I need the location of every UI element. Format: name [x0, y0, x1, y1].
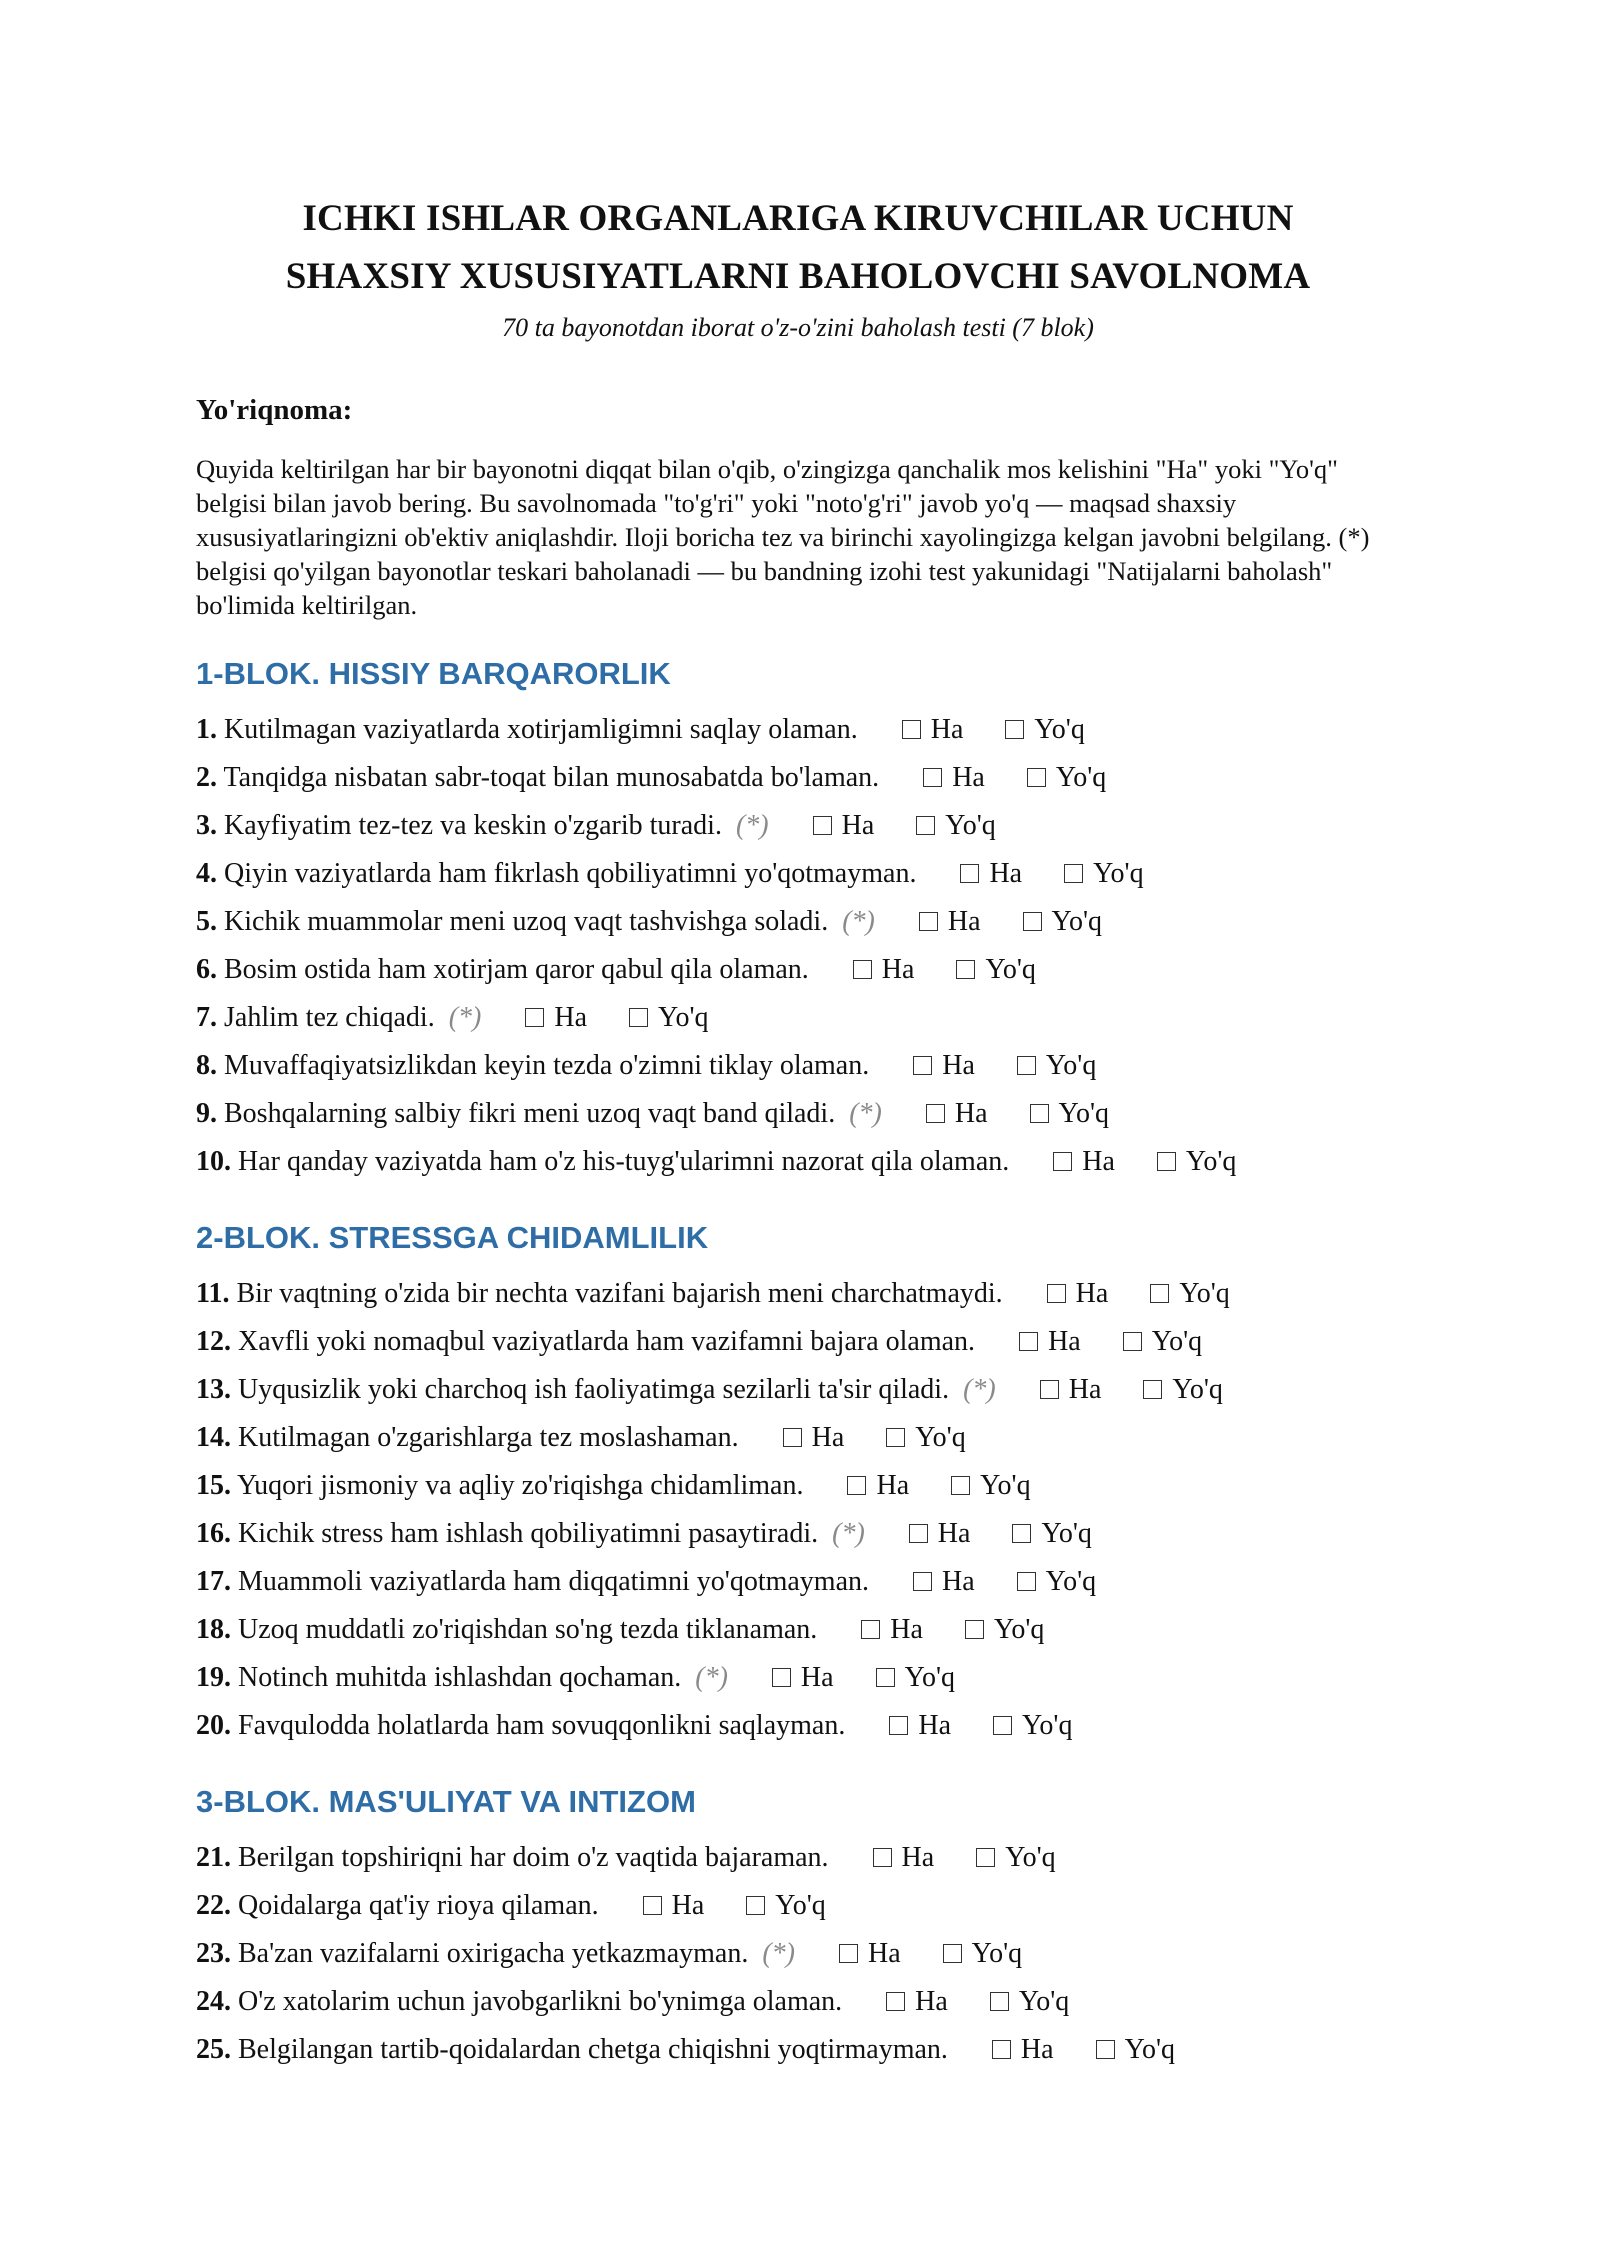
answer-options — [926, 1098, 1151, 1129]
option-label-ha: Ha — [1068, 1374, 1102, 1405]
checkbox-yoq[interactable] — [976, 1848, 995, 1867]
answer-options — [919, 906, 1144, 937]
question-row — [196, 1654, 1400, 1702]
reverse-scored-mark: (*) — [963, 1374, 996, 1405]
checkbox-ha[interactable] — [853, 960, 872, 979]
checkbox-yoq[interactable] — [1017, 1572, 1036, 1591]
option-yoq[interactable] — [943, 1930, 1022, 1978]
question-number: 8. — [196, 1050, 217, 1081]
reverse-scored-mark: (*) — [762, 1938, 795, 1969]
question-number: 25. — [196, 2034, 231, 2065]
option-label-ha: Ha — [1082, 1146, 1115, 1177]
answer-options — [839, 1938, 1064, 1969]
checkbox-yoq[interactable] — [1096, 2040, 1115, 2059]
option-label-yoq: Yo'q — [1185, 1146, 1237, 1177]
checkbox-ha[interactable] — [772, 1668, 791, 1687]
question-row — [196, 1138, 1400, 1186]
question-number: 12. — [196, 1326, 231, 1357]
question-row — [196, 1606, 1400, 1654]
question-text: Yuqori jismoniy va aqliy zo'riqishga chidamliman. — [236, 1470, 804, 1501]
option-label-ha: Ha — [811, 1422, 845, 1453]
option-label-yoq: Yo'q — [1005, 1842, 1056, 1873]
question-row — [196, 946, 1400, 994]
question-text: Kichik stress ham ishlash qobiliyatimni pasaytiradi. — [238, 1518, 819, 1549]
option-ha[interactable] — [919, 898, 981, 946]
checkbox-ha[interactable] — [919, 912, 938, 931]
checkbox-ha[interactable] — [886, 1992, 905, 2011]
checkbox-yoq[interactable] — [1123, 1332, 1142, 1351]
question-text: Tanqidga nisbatan sabr-toqat bilan munosabatda bo'laman. — [223, 762, 880, 793]
option-ha[interactable] — [960, 850, 1022, 898]
question-row — [196, 994, 1400, 1042]
option-label-ha: Ha — [942, 1050, 975, 1081]
option-label-yoq: Yo'q — [1124, 2034, 1176, 2065]
option-label-ha: Ha — [901, 1842, 935, 1873]
question-row — [196, 1270, 1400, 1318]
question-row — [196, 754, 1400, 802]
question-text: Xavfli yoki nomaqbul vaziyatlarda ham vazifamni bajara olaman. — [238, 1326, 976, 1357]
option-label-ha: Ha — [1020, 2034, 1054, 2065]
question-row — [196, 1366, 1400, 1414]
question-text: Qoidalarga qat'iy rioya qilaman. — [238, 1890, 599, 1921]
checkbox-yoq[interactable] — [1150, 1284, 1169, 1303]
option-label-yoq: Yo'q — [1151, 1326, 1203, 1357]
checkbox-yoq[interactable] — [916, 816, 935, 835]
option-label-ha: Ha — [868, 1938, 901, 1969]
option-label-ha: Ha — [1048, 1326, 1081, 1357]
answer-options — [960, 858, 1185, 889]
option-label-yoq: Yo'q — [1041, 1518, 1092, 1549]
question-number: 1. — [196, 714, 217, 745]
option-ha[interactable] — [873, 1834, 935, 1882]
checkbox-yoq[interactable] — [951, 1476, 970, 1495]
question-number: 22. — [196, 1890, 231, 1921]
question-number: 15. — [196, 1470, 231, 1501]
option-ha[interactable] — [902, 706, 964, 754]
option-label-yoq: Yo'q — [1055, 762, 1107, 793]
option-label-yoq: Yo'q — [904, 1662, 956, 1693]
checkbox-yoq[interactable] — [956, 960, 975, 979]
question-text: Kayfiyatim tez-tez va keskin o'zgarib turadi. — [224, 810, 722, 841]
option-label-yoq: Yo'q — [915, 1422, 966, 1453]
question-number: 5. — [196, 906, 217, 937]
checkbox-ha[interactable] — [909, 1524, 928, 1543]
option-label-ha: Ha — [881, 954, 915, 985]
option-ha[interactable] — [1053, 1138, 1115, 1186]
checkbox-ha[interactable] — [1019, 1332, 1038, 1351]
checkbox-yoq[interactable] — [1143, 1380, 1162, 1399]
subtitle: 70 ta bayonotdan iborat o'z-o'zini baholash testi (7 blok) — [502, 313, 1094, 342]
question-row — [196, 2026, 1400, 2074]
answer-options — [909, 1518, 1134, 1549]
answer-options — [783, 1422, 1008, 1453]
answer-options — [861, 1614, 1086, 1645]
question-text: Ba'zan vazifalarni oxirigacha yetkazmayman. — [238, 1938, 749, 1969]
answer-options — [813, 810, 1038, 841]
option-ha[interactable] — [839, 1930, 901, 1978]
option-ha[interactable] — [1019, 1318, 1081, 1366]
question-number: 9. — [196, 1098, 217, 1129]
question-number: 23. — [196, 1938, 231, 1969]
question-number: 19. — [196, 1662, 231, 1693]
option-yoq[interactable] — [990, 1978, 1069, 2026]
option-yoq[interactable] — [1143, 1366, 1222, 1414]
checkbox-yoq[interactable] — [1023, 912, 1042, 931]
question-text: Muvaffaqiyatsizlikdan keyin tezda o'zimni tiklay olaman. — [224, 1050, 870, 1081]
block-heading: 1-BLOK. HISSIY BARQARORLIK — [196, 656, 671, 691]
checkbox-yoq[interactable] — [990, 1992, 1009, 2011]
checkbox-ha[interactable] — [889, 1716, 908, 1735]
question-number: 2. — [196, 762, 217, 793]
question-text: Notinch muhitda ishlashdan qochaman. — [238, 1662, 682, 1693]
option-label-ha: Ha — [942, 1566, 975, 1597]
question-text: Bosim ostida ham xotirjam qaror qabul qila olaman. — [224, 954, 809, 985]
question-number: 10. — [196, 1146, 231, 1177]
option-yoq[interactable] — [965, 1606, 1044, 1654]
answer-options — [853, 954, 1078, 985]
reverse-scored-mark: (*) — [842, 906, 875, 937]
question-number: 24. — [196, 1986, 231, 2017]
option-label-yoq: Yo'q — [1179, 1278, 1230, 1309]
checkbox-yoq[interactable] — [629, 1008, 648, 1027]
option-label-yoq: Yo'q — [775, 1890, 826, 1921]
answer-options — [1019, 1326, 1244, 1357]
option-yoq[interactable] — [951, 1462, 1030, 1510]
option-yoq[interactable] — [886, 1414, 965, 1462]
question-number: 7. — [196, 1002, 217, 1033]
option-label-ha: Ha — [915, 1986, 948, 2017]
option-label-yoq: Yo'q — [1045, 1050, 1097, 1081]
option-ha[interactable] — [643, 1882, 705, 1930]
checkbox-yoq[interactable] — [965, 1620, 984, 1639]
question-row — [196, 802, 1400, 850]
question-row — [196, 1978, 1400, 2026]
checkbox-ha[interactable] — [913, 1572, 932, 1591]
checkbox-ha[interactable] — [992, 2040, 1011, 2059]
option-label-yoq: Yo'q — [985, 954, 1036, 985]
option-yoq[interactable] — [1005, 706, 1084, 754]
option-ha[interactable] — [847, 1462, 909, 1510]
option-label-yoq: Yo'q — [1045, 1566, 1097, 1597]
option-ha[interactable] — [889, 1702, 951, 1750]
option-ha[interactable] — [772, 1654, 834, 1702]
option-label-ha: Ha — [954, 1098, 988, 1129]
option-label-ha: Ha — [554, 1002, 588, 1033]
question-text: Favqulodda holatlarda ham sovuqqonlikni saqlayman. — [238, 1710, 846, 1741]
checkbox-ha[interactable] — [643, 1896, 662, 1915]
checkbox-ha[interactable] — [1040, 1380, 1059, 1399]
question-row — [196, 1510, 1400, 1558]
checkbox-ha[interactable] — [873, 1848, 892, 1867]
option-label-ha: Ha — [800, 1662, 834, 1693]
question-row — [196, 706, 1400, 754]
question-row — [196, 1834, 1400, 1882]
answer-options — [889, 1710, 1114, 1741]
option-ha[interactable] — [886, 1978, 948, 2026]
answer-options — [923, 762, 1148, 793]
checkbox-ha[interactable] — [926, 1104, 945, 1123]
option-yoq[interactable] — [1012, 1510, 1091, 1558]
checkbox-ha[interactable] — [1053, 1152, 1072, 1171]
option-label-ha: Ha — [989, 858, 1023, 889]
option-label-ha: Ha — [947, 906, 981, 937]
reverse-scored-mark: (*) — [448, 1002, 482, 1033]
question-row — [196, 1702, 1400, 1750]
checkbox-ha[interactable] — [525, 1008, 544, 1027]
reverse-scored-mark: (*) — [832, 1518, 865, 1549]
option-ha[interactable] — [913, 1558, 975, 1606]
question-row — [196, 1318, 1400, 1366]
question-row — [196, 1558, 1400, 1606]
question-number: 4. — [196, 858, 217, 889]
checkbox-ha[interactable] — [813, 816, 832, 835]
question-number: 11. — [196, 1278, 230, 1309]
option-ha[interactable] — [913, 1042, 975, 1090]
option-yoq[interactable] — [1027, 754, 1106, 802]
answer-options — [1053, 1146, 1278, 1177]
answer-options — [886, 1986, 1111, 2017]
answer-options — [847, 1470, 1072, 1501]
reverse-scored-mark: (*) — [695, 1662, 728, 1693]
option-label-yoq: Yo'q — [1058, 1098, 1109, 1129]
answer-options — [913, 1050, 1138, 1081]
option-yoq[interactable] — [876, 1654, 955, 1702]
option-yoq[interactable] — [629, 994, 708, 1042]
question-text: Berilgan topshiriqni har doim o'z vaqtida bajaraman. — [238, 1842, 829, 1873]
option-ha[interactable] — [813, 802, 875, 850]
option-label-yoq: Yo'q — [945, 810, 996, 841]
option-yoq[interactable] — [1150, 1270, 1229, 1318]
question-number: 13. — [196, 1374, 231, 1405]
question-block — [196, 1780, 1400, 2074]
block-heading: 2-BLOK. STRESSGA CHIDAMLILIK — [196, 1220, 709, 1255]
question-text: O'z xatolarim uchun javobgarlikni bo'ynimga olaman. — [238, 1986, 843, 2017]
answer-options — [873, 1842, 1098, 1873]
question-block — [196, 1216, 1400, 1750]
checkbox-yoq[interactable] — [1005, 720, 1024, 739]
checkbox-ha[interactable] — [847, 1476, 866, 1495]
question-text: Har qanday vaziyatda ham o'z his-tuyg'ularimni nazorat qila olaman. — [238, 1146, 1010, 1177]
title-line-1: ICHKI ISHLAR ORGANLARIGA KIRUVCHILAR UCHUN — [302, 198, 1294, 239]
answer-options — [992, 2034, 1217, 2065]
option-ha[interactable] — [992, 2026, 1054, 2074]
question-text: Qiyin vaziyatlarda ham fikrlash qobiliyatimni yo'qotmayman. — [224, 858, 917, 889]
question-number: 17. — [196, 1566, 231, 1597]
option-ha[interactable] — [1040, 1366, 1102, 1414]
question-row — [196, 1462, 1400, 1510]
answer-options — [913, 1566, 1138, 1597]
option-yoq[interactable] — [1123, 1318, 1202, 1366]
option-label-ha: Ha — [890, 1614, 923, 1645]
checkbox-ha[interactable] — [960, 864, 979, 883]
checkbox-yoq[interactable] — [943, 1944, 962, 1963]
option-ha[interactable] — [525, 994, 587, 1042]
option-yoq[interactable] — [1030, 1090, 1109, 1138]
option-yoq[interactable] — [993, 1702, 1072, 1750]
question-text: Belgilangan tartib-qoidalardan chetga chiqishni yoqtirmayman. — [238, 2034, 948, 2065]
checkbox-yoq[interactable] — [993, 1716, 1012, 1735]
option-label-yoq: Yo'q — [1018, 1986, 1070, 2017]
option-label-yoq: Yo'q — [1034, 714, 1085, 745]
option-yoq[interactable] — [1157, 1138, 1236, 1186]
checkbox-yoq[interactable] — [1017, 1056, 1036, 1075]
answer-options — [902, 714, 1127, 745]
option-yoq[interactable] — [976, 1834, 1055, 1882]
option-yoq[interactable] — [1017, 1558, 1096, 1606]
checkbox-yoq[interactable] — [1012, 1524, 1031, 1543]
question-number: 14. — [196, 1422, 231, 1453]
checkbox-ha[interactable] — [783, 1428, 802, 1447]
option-ha[interactable] — [861, 1606, 923, 1654]
option-ha[interactable] — [853, 946, 915, 994]
question-row — [196, 898, 1400, 946]
option-yoq[interactable] — [1064, 850, 1143, 898]
option-ha[interactable] — [923, 754, 985, 802]
question-row — [196, 1882, 1400, 1930]
option-label-ha: Ha — [930, 714, 964, 745]
instructions-text: Quyida keltirilgan har bir bayonotni diqqat bilan o'qib, o'zingizga qanchalik mos kelishini "Ha" yoki "Yo'q" belgisi bilan javob bering. Bu savolnomada "to'g'ri" yoki "noto'g'ri" javob yo'q — maqsad shaxsiy xususiyatlaringizni ob'ektiv aniqlashdir. Iloji boricha tez va birinchi xayolingizga kelgan javobni belgilang. (*) belgisi qo'yilgan bayonotlar teskari baholanadi — bu bandning izohi test yakunidagi "Natijalarni baholash" bo'limida keltirilgan. — [196, 454, 1370, 620]
option-label-yoq: Yo'q — [1051, 906, 1102, 937]
question-row — [196, 850, 1400, 898]
option-label-yoq: Yo'q — [1172, 1374, 1223, 1405]
answer-options — [525, 1002, 750, 1033]
question-text: Kutilmagan o'zgarishlarga tez moslashaman. — [238, 1422, 739, 1453]
checkbox-yoq[interactable] — [876, 1668, 895, 1687]
option-label-ha: Ha — [671, 1890, 705, 1921]
option-ha[interactable] — [926, 1090, 988, 1138]
answer-options — [772, 1662, 997, 1693]
option-yoq[interactable] — [956, 946, 1035, 994]
checkbox-yoq[interactable] — [1157, 1152, 1176, 1171]
checkbox-ha[interactable] — [923, 768, 942, 787]
option-label-yoq: Yo'q — [971, 1938, 1023, 1969]
question-row — [196, 1042, 1400, 1090]
question-row — [196, 1090, 1400, 1138]
option-label-yoq: Yo'q — [980, 1470, 1031, 1501]
question-number: 6. — [196, 954, 217, 985]
question-text: Kutilmagan vaziyatlarda xotirjamligimni saqlay olaman. — [224, 714, 858, 745]
question-row — [196, 1930, 1400, 1978]
checkbox-yoq[interactable] — [1027, 768, 1046, 787]
option-yoq[interactable] — [916, 802, 995, 850]
option-yoq[interactable] — [1096, 2026, 1175, 2074]
question-text: Uzoq muddatli zo'riqishdan so'ng tezda tiklanaman. — [238, 1614, 818, 1645]
option-label-ha: Ha — [937, 1518, 971, 1549]
checkbox-yoq[interactable] — [886, 1428, 905, 1447]
reverse-scored-mark: (*) — [849, 1098, 882, 1129]
option-label-ha: Ha — [841, 810, 875, 841]
option-label-ha: Ha — [952, 762, 985, 793]
block-heading: 3-BLOK. MAS'ULIYAT VA INTIZOM — [196, 1784, 696, 1819]
question-text: Jahlim tez chiqadi. — [224, 1002, 435, 1033]
question-text: Boshqalarning salbiy fikri meni uzoq vaqt band qiladi. — [224, 1098, 836, 1129]
checkbox-ha[interactable] — [861, 1620, 880, 1639]
checkbox-ha[interactable] — [839, 1944, 858, 1963]
checkbox-yoq[interactable] — [1064, 864, 1083, 883]
option-yoq[interactable] — [746, 1882, 825, 1930]
option-ha[interactable] — [909, 1510, 971, 1558]
checkbox-ha[interactable] — [902, 720, 921, 739]
checkbox-ha[interactable] — [913, 1056, 932, 1075]
question-text: Bir vaqtning o'zida bir nechta vazifani bajarish meni charchatmaydi. — [236, 1278, 1003, 1309]
option-label-ha: Ha — [1075, 1278, 1109, 1309]
instructions-heading: Yo'riqnoma: — [196, 394, 353, 426]
option-label-yoq: Yo'q — [1093, 858, 1144, 889]
question-number: 20. — [196, 1710, 231, 1741]
option-label-yoq: Yo'q — [1022, 1710, 1073, 1741]
option-label-yoq: Yo'q — [658, 1002, 709, 1033]
checkbox-ha[interactable] — [1047, 1284, 1066, 1303]
question-number: 18. — [196, 1614, 231, 1645]
answer-options — [1040, 1374, 1265, 1405]
answer-options — [1047, 1278, 1272, 1309]
option-label-ha: Ha — [876, 1470, 910, 1501]
question-blocks — [196, 652, 1400, 2074]
question-number: 3. — [196, 810, 217, 841]
question-row — [196, 1414, 1400, 1462]
question-text: Muammoli vaziyatlarda ham diqqatimni yo'qotmayman. — [238, 1566, 870, 1597]
checkbox-yoq[interactable] — [1030, 1104, 1049, 1123]
title-line-2: SHAXSIY XUSUSIYATLARNI BAHOLOVCHI SAVOLNOMA — [285, 256, 1311, 297]
option-label-yoq: Yo'q — [993, 1614, 1045, 1645]
option-ha[interactable] — [1047, 1270, 1109, 1318]
question-text: Uyqusizlik yoki charchoq ish faoliyatimga sezilarli ta'sir qiladi. — [238, 1374, 950, 1405]
reverse-scored-mark: (*) — [735, 810, 769, 841]
answer-options — [643, 1890, 868, 1921]
question-text: Kichik muammolar meni uzoq vaqt tashvishga soladi. — [224, 906, 829, 937]
option-ha[interactable] — [783, 1414, 845, 1462]
question-block — [196, 652, 1400, 1186]
option-label-ha: Ha — [918, 1710, 951, 1741]
question-number: 16. — [196, 1518, 231, 1549]
checkbox-yoq[interactable] — [746, 1896, 765, 1915]
option-yoq[interactable] — [1023, 898, 1102, 946]
question-number: 21. — [196, 1842, 231, 1873]
option-yoq[interactable] — [1017, 1042, 1096, 1090]
